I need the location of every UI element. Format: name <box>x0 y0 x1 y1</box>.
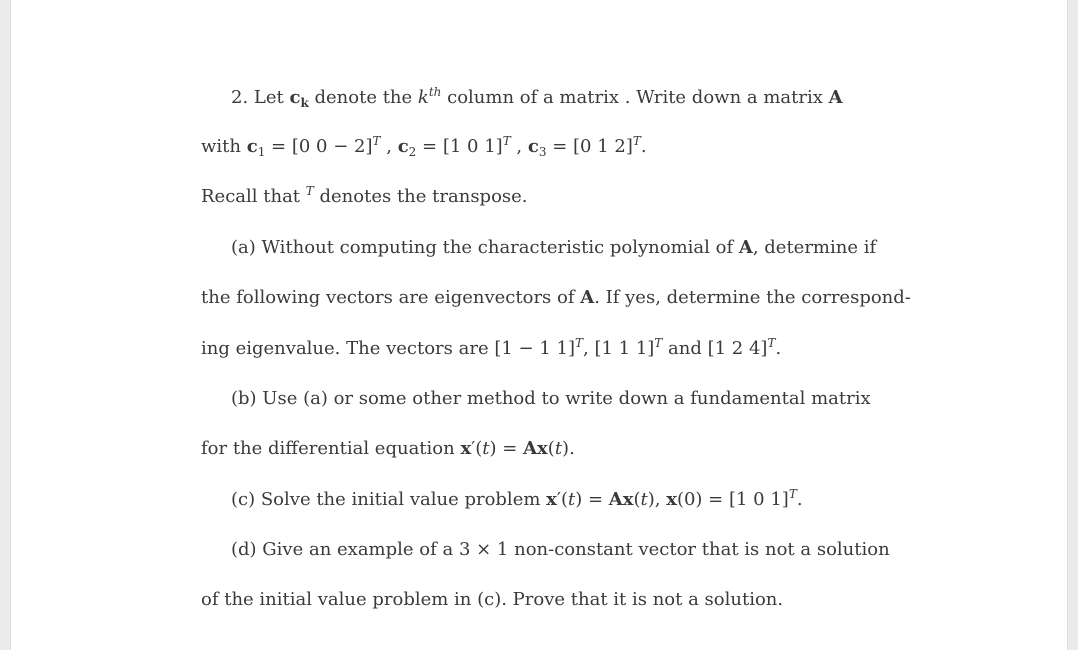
part-a-line-3 <box>201 337 781 361</box>
text: (c) Solve the initial value problem <box>231 489 547 510</box>
text: (0) = [1 0 1] <box>676 489 789 510</box>
text: ). <box>562 438 575 459</box>
text: column of a matrix . Write down a matrix <box>441 87 829 108</box>
math-c1-value: = [0 0 − 2] <box>265 136 373 157</box>
text: . <box>640 136 647 157</box>
text: , <box>510 136 528 157</box>
math-sub-k: k <box>300 96 309 110</box>
math-t: t <box>554 438 563 459</box>
text: ) = <box>575 489 609 510</box>
math-transpose: T <box>788 487 797 501</box>
text: ′( <box>471 438 483 459</box>
math-transpose: T <box>574 336 583 350</box>
text: (b) Use (a) or some other method to write down a fundamental matrix <box>231 388 871 409</box>
text: ), <box>647 489 667 510</box>
text: of the initial value problem in (c). Prove that it is not a solution. <box>201 589 784 610</box>
part-c-line-1 <box>231 488 803 512</box>
math-transpose: T <box>372 134 381 148</box>
math-transpose: T <box>502 134 511 148</box>
math-t: t <box>640 489 648 510</box>
text: , <box>380 136 398 157</box>
part-b-line-2 <box>201 437 575 461</box>
text: . If yes, determine the correspond- <box>594 287 911 308</box>
text: ing eigenvalue. The vectors are [1 − 1 1] <box>201 338 575 359</box>
math-sub-2: 2 <box>408 145 417 159</box>
part-d-line-2 <box>201 588 783 612</box>
problem-line-1 <box>231 86 843 110</box>
part-b-line-1 <box>231 387 871 411</box>
text: (a) Without computing the characteristic polynomial of <box>231 237 739 258</box>
math-x: x <box>666 489 677 510</box>
text: (d) Give an example of a 3 × 1 non-constant vector that is not a solution <box>231 539 890 560</box>
math-A: A <box>738 237 753 258</box>
math-A: A <box>580 287 595 308</box>
text: and [1 2 4] <box>662 338 768 359</box>
text: ′( <box>556 489 568 510</box>
math-transpose: T <box>767 336 776 350</box>
text: the following vectors are eigenvectors of <box>201 287 581 308</box>
part-a-line-2 <box>201 286 911 310</box>
text: , determine if <box>752 237 877 258</box>
problem-line-2 <box>201 135 647 159</box>
math-Ax: Ax <box>523 438 548 459</box>
problem-line-3 <box>201 185 528 209</box>
math-t: t <box>567 489 576 510</box>
text: Recall that <box>201 186 306 207</box>
math-transpose: T <box>654 336 663 350</box>
math-x: x <box>460 438 472 459</box>
math-c1: c <box>246 136 258 157</box>
math-x: x <box>546 489 557 510</box>
math-transpose: T <box>305 184 314 198</box>
part-d-line-1 <box>231 538 890 562</box>
text: for the differential equation <box>201 438 461 459</box>
text: ) = <box>489 438 524 459</box>
text: denotes the transpose. <box>313 186 528 207</box>
text: . <box>796 489 803 510</box>
math-Ax: Ax <box>608 489 634 510</box>
text: , [1 1 1] <box>583 338 655 359</box>
math-c3-value: = [0 1 2] <box>546 136 633 157</box>
math-k: k <box>417 87 429 108</box>
document-page <box>10 0 1068 650</box>
text: denote the <box>308 87 418 108</box>
text: ( <box>633 489 641 510</box>
text: 2. Let <box>231 87 290 108</box>
math-ck: c <box>289 87 301 108</box>
math-t: t <box>482 438 490 459</box>
math-c2: c <box>397 136 409 157</box>
math-sub-3: 3 <box>538 145 547 159</box>
math-th: th <box>428 85 442 99</box>
text: ( <box>547 438 555 459</box>
part-a-line-1 <box>231 236 876 260</box>
math-c3: c <box>527 136 539 157</box>
math-transpose: T <box>632 134 641 148</box>
math-sub-1: 1 <box>257 145 266 159</box>
math-c2-value: = [1 0 1] <box>416 136 503 157</box>
math-A: A <box>828 87 843 108</box>
text: . <box>775 338 782 359</box>
text: with <box>201 136 247 157</box>
